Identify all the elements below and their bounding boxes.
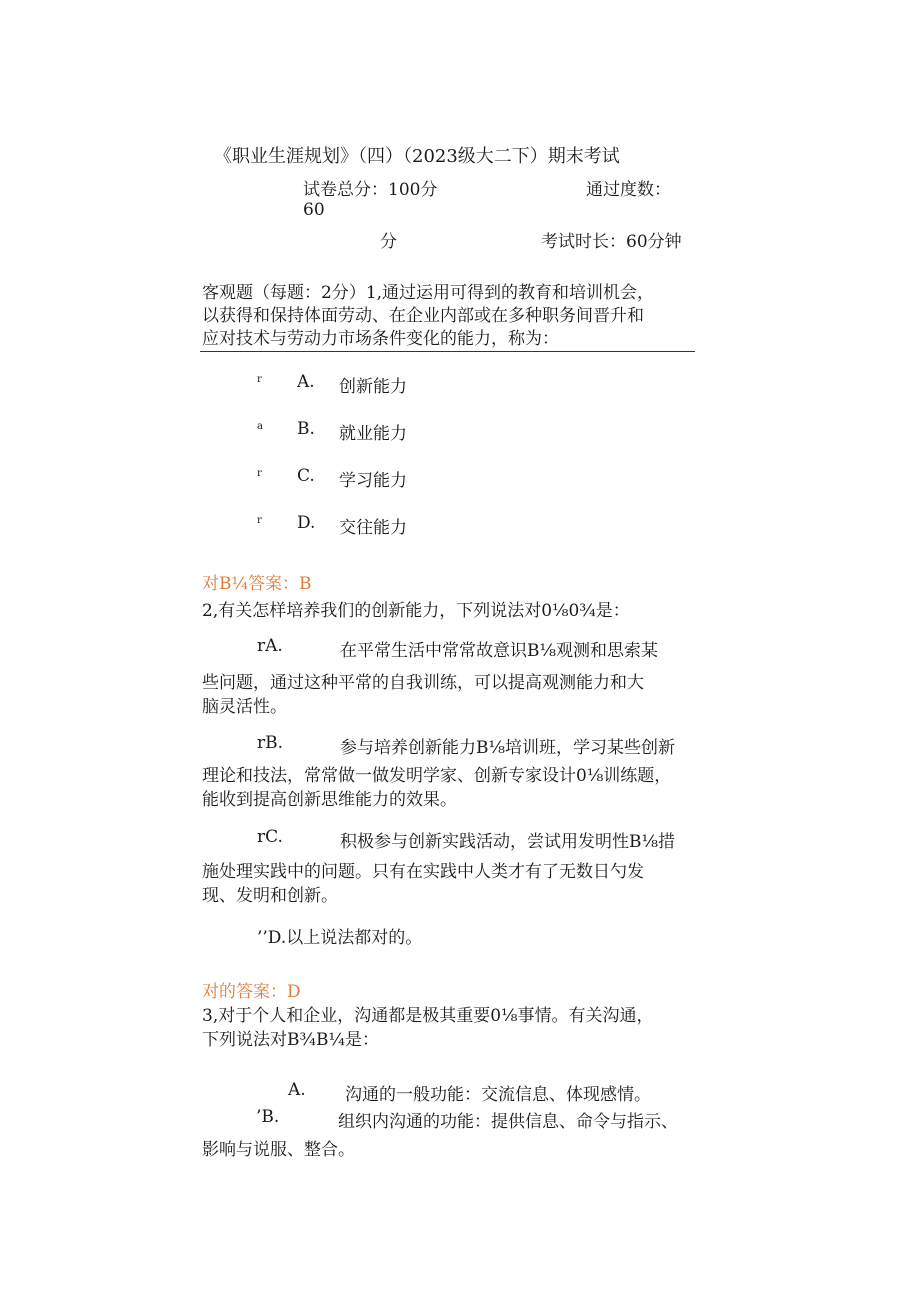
option-b-line-1: 参与培养创新能力B⅛培训班，学习某些创新 <box>340 738 675 758</box>
option-text: 就业能力 <box>339 424 407 444</box>
option-text: 学习能力 <box>339 471 407 491</box>
radio-marker: r <box>257 468 262 479</box>
option-b-head: ’B. <box>256 1107 280 1127</box>
option-b-line-2: 影响与说服、整合。 <box>202 1140 355 1160</box>
total-score: 试卷总分：100分 <box>303 180 438 200</box>
option-b-line-2: 理论和技法，常常做一做发明学家、创新专家设计0⅛训练题， <box>202 766 672 786</box>
question-2-option-d[interactable]: ’’D.以上说法都对的。 <box>257 928 423 948</box>
exam-title: 《职业生涯规划》（四）（2023级大二下）期末考试 <box>214 146 620 167</box>
option-letter: A. <box>297 372 315 392</box>
option-c-line-3: 现、发明和创新。 <box>202 886 338 906</box>
option-text: 创新能力 <box>339 377 407 397</box>
question-2-stem: 2,有关怎样培养我们的创新能力，下列说法对0⅛0¾是： <box>202 601 630 621</box>
option-b-head: rB. <box>257 733 284 753</box>
option-c-line-2: 施处理实践中的问题。只有在实践中人类才有了无数日勺发 <box>202 862 644 882</box>
option-c-head: rC. <box>257 827 283 847</box>
option-letter: C. <box>297 466 315 486</box>
question-1-stem-line-1: 客观题（每题：2分）1,通过运用可得到的教育和培训机会， <box>202 283 655 303</box>
option-a-line-2: 些问题，通过这种平常的自我训练，可以提高观测能力和大 <box>202 673 644 693</box>
option-a-text: 沟通的一般功能：交流信息、体现感情。 <box>345 1085 651 1105</box>
option-c-line-1: 积极参与创新实践活动，尝试用发明性B⅛措 <box>340 832 675 852</box>
question-3-stem-line-1: 3,对于个人和企业，沟通都是极其重要0⅛事情。有关沟通， <box>202 1006 654 1026</box>
pass-score-label: 通过度数： <box>586 180 671 200</box>
pass-score-unit: 分 <box>380 232 397 252</box>
option-letter: D. <box>297 513 316 533</box>
option-text: 交往能力 <box>339 518 407 538</box>
question-2-answer: 对的答案：D <box>202 982 301 1002</box>
question-3-stem-line-2: 下列说法对B¾B¼是： <box>202 1030 379 1050</box>
radio-marker: r <box>257 374 262 385</box>
option-b-line-1: 组织内沟通的功能：提供信息、命令与指示、 <box>338 1112 678 1132</box>
exam-duration: 考试时长：60分钟 <box>541 232 682 252</box>
option-letter: B. <box>297 419 315 439</box>
radio-marker: r <box>257 515 262 526</box>
option-a-head: rA. <box>257 636 283 656</box>
pass-score-value: 60 <box>303 200 325 220</box>
option-a-line-3: 脑灵活性。 <box>202 697 287 717</box>
option-b-line-3: 能收到提高创新思维能力的效果。 <box>202 790 457 810</box>
option-a-head: A. <box>288 1080 306 1100</box>
question-1-stem-line-2: 以获得和保持体面劳动、在企业内部或在多种职务间晋升和 <box>202 306 644 326</box>
question-1-answer: 对B¼答案：B <box>202 574 312 594</box>
radio-marker: a <box>257 421 263 432</box>
option-a-line-1: 在平常生活中常常故意识B⅛观测和思索某 <box>340 641 658 661</box>
divider-line <box>200 351 695 352</box>
question-1-stem-line-3: 应对技术与劳动力市场条件变化的能力，称为： <box>202 329 559 349</box>
